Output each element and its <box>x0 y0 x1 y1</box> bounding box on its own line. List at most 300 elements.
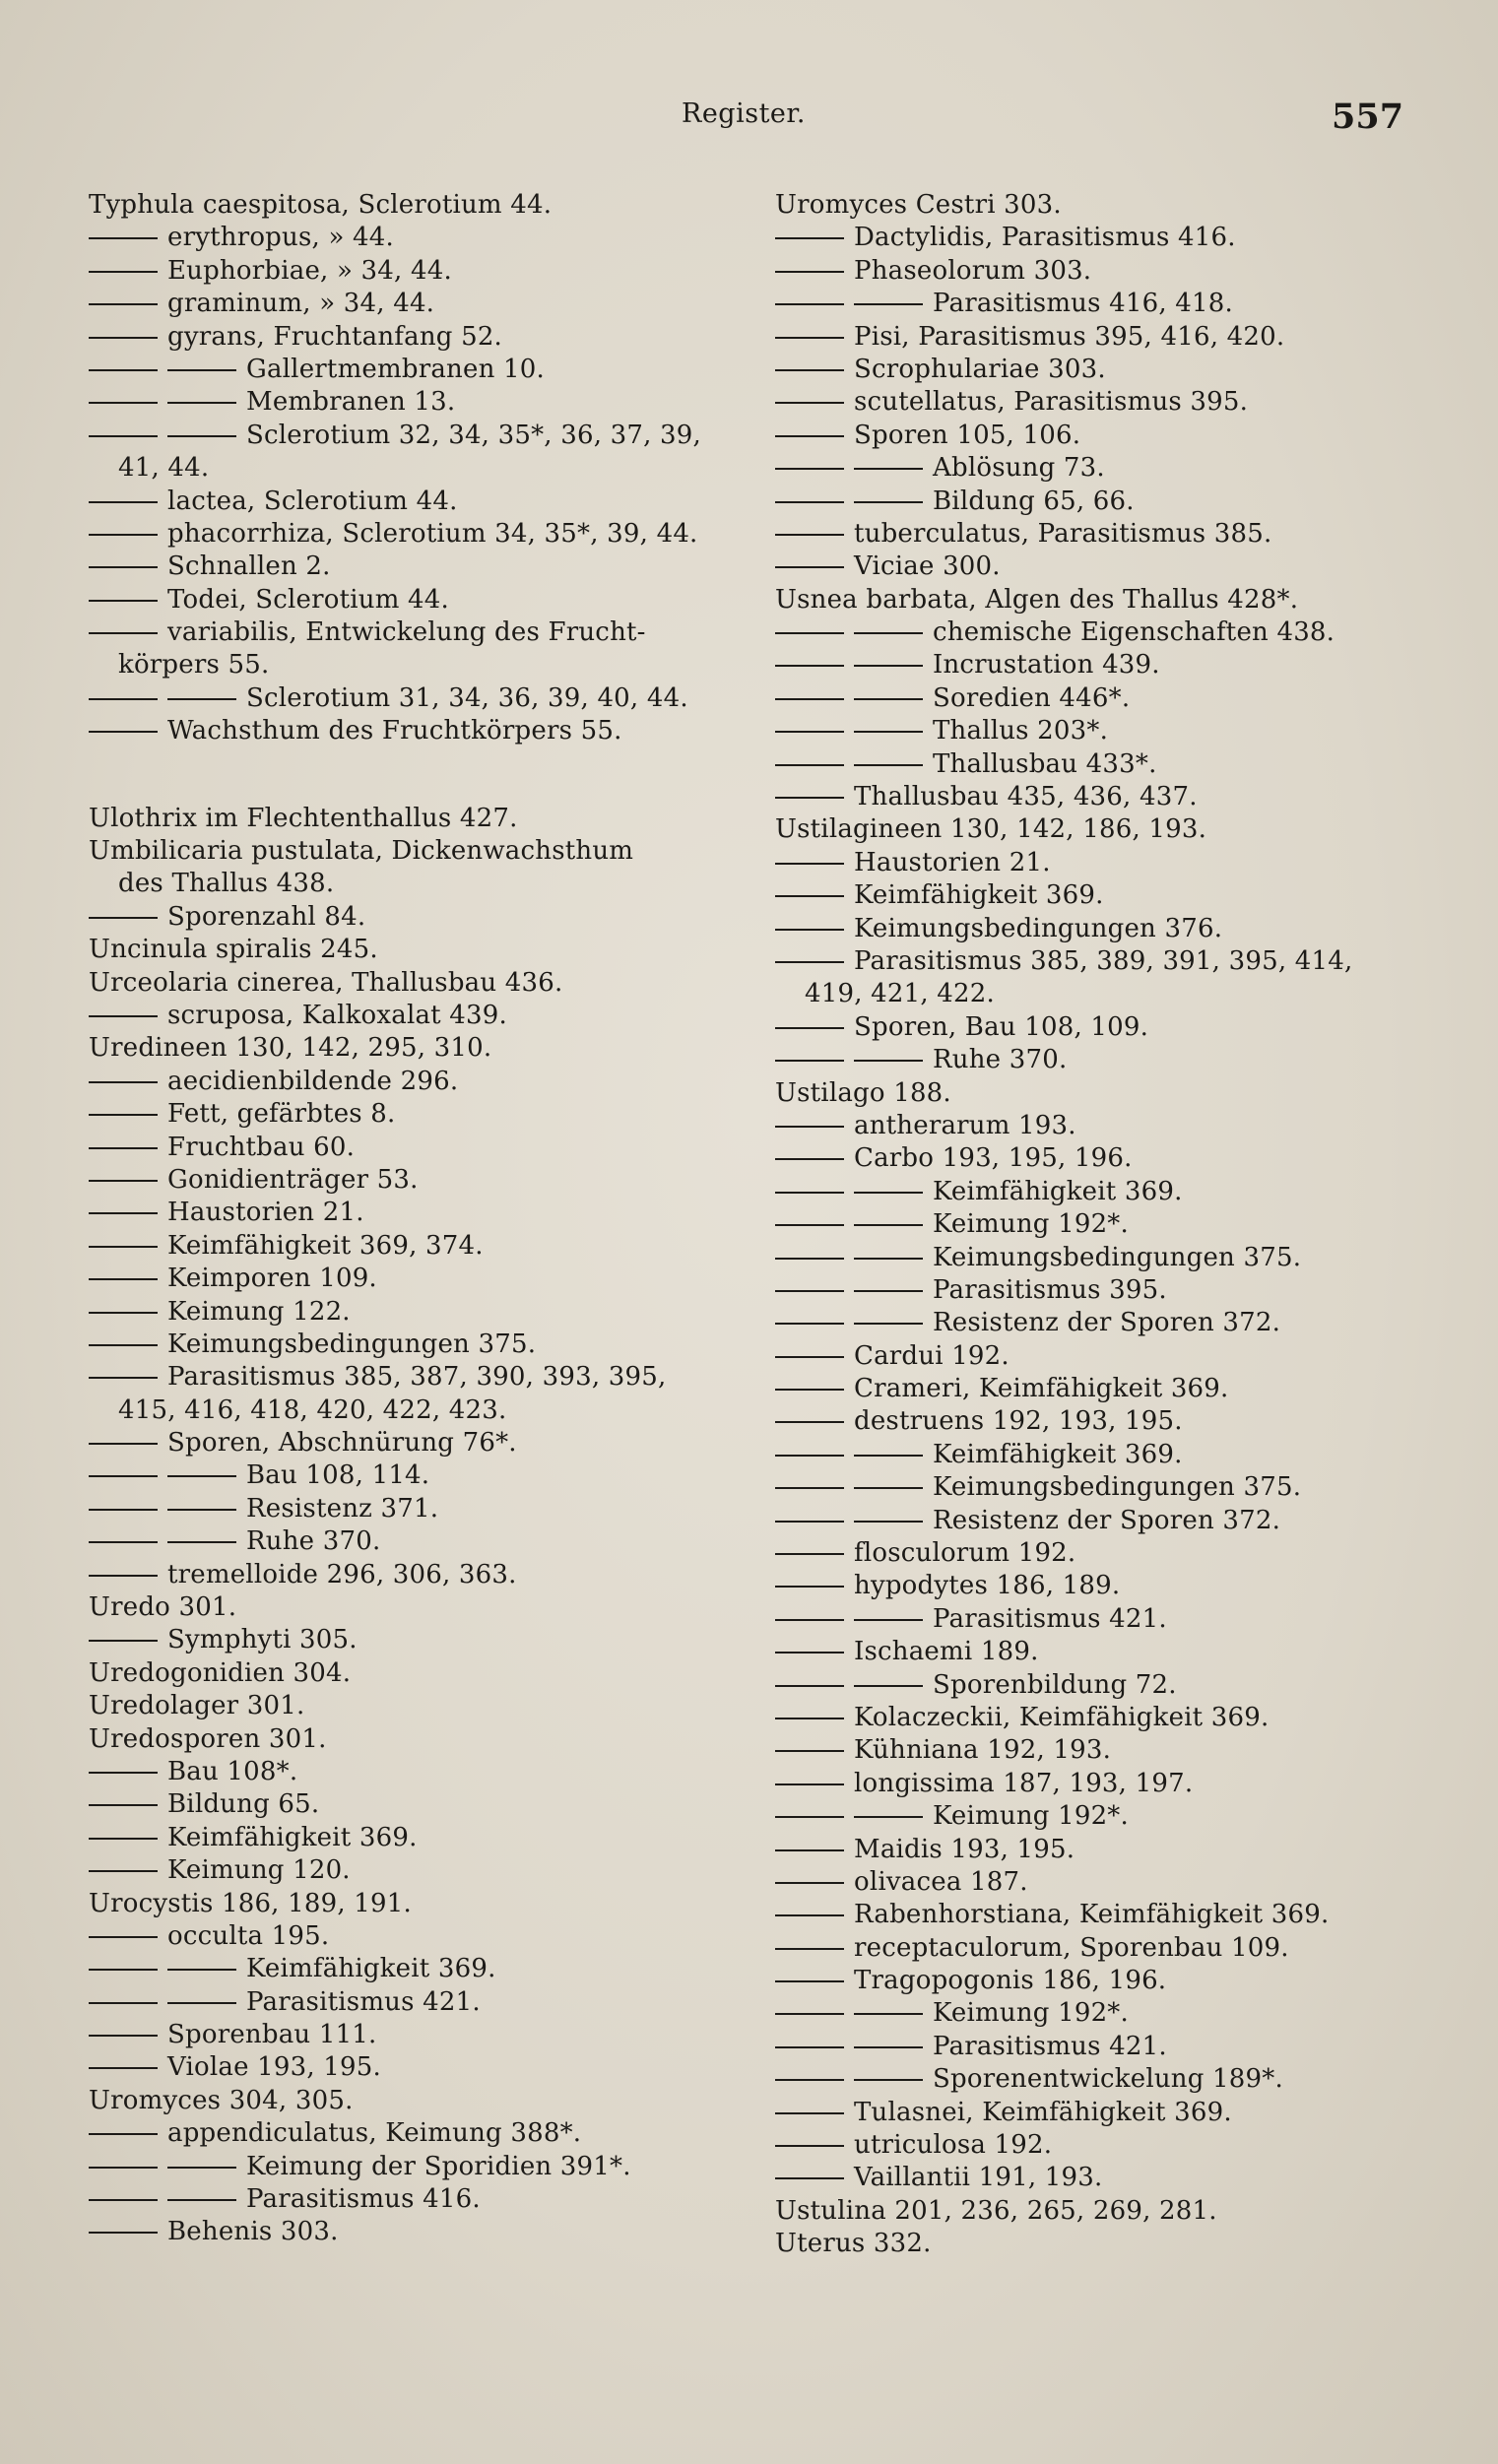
index-entry <box>775 879 1455 912</box>
repeat-dash <box>89 917 158 919</box>
repeat-dash <box>89 1278 158 1280</box>
repeat-dash <box>89 1541 158 1543</box>
repeat-dash <box>775 1816 844 1818</box>
index-entry-text: Uredogonidien 304. <box>89 1657 352 1688</box>
index-entry <box>775 813 1455 846</box>
index-entry-text: Symphyti 305. <box>167 1625 358 1655</box>
index-entry <box>775 1866 1455 1899</box>
index-entry <box>775 1110 1455 1142</box>
repeat-dash <box>775 1455 844 1457</box>
index-entry <box>89 868 758 900</box>
index-entry-text: Ablösung 73. <box>933 453 1105 484</box>
index-entry <box>89 1624 758 1656</box>
index-entry-text: des Thallus 438. <box>118 869 335 899</box>
index-entry-text: Maidis 193, 195. <box>854 1834 1075 1864</box>
repeat-dash <box>775 1356 844 1358</box>
repeat-dash <box>167 1541 236 1543</box>
index-entry-text: Ustulina 201, 236, 265, 269, 281. <box>775 2195 1217 2226</box>
repeat-dash <box>89 1969 158 1971</box>
index-entry-text: tuberculatus, Parasitismus 385. <box>854 518 1272 549</box>
index-entry <box>775 222 1455 254</box>
index-entry <box>89 1329 758 1361</box>
repeat-dash <box>775 1553 844 1555</box>
index-entry <box>89 1394 758 1427</box>
index-entry <box>89 2085 758 2117</box>
index-entry <box>775 2097 1455 2129</box>
repeat-dash <box>775 1290 844 1292</box>
index-entry-text: Parasitismus 421. <box>246 1986 481 2017</box>
repeat-dash <box>775 1849 844 1851</box>
repeat-dash <box>89 1377 158 1379</box>
repeat-dash <box>775 1126 844 1128</box>
repeat-dash <box>854 1685 923 1687</box>
repeat-dash <box>89 1870 158 1872</box>
repeat-dash <box>89 1344 158 1346</box>
repeat-dash <box>854 1060 923 1062</box>
repeat-dash <box>854 1192 923 1194</box>
repeat-dash <box>854 1258 923 1260</box>
index-entry-text: Keimung 192*. <box>933 1998 1129 2029</box>
repeat-dash <box>89 2232 158 2234</box>
index-entry <box>89 1525 758 1558</box>
index-entry <box>89 1493 758 1525</box>
repeat-dash <box>775 337 844 339</box>
index-entry-text: Parasitismus 416. <box>246 2184 481 2215</box>
index-entry-text: körpers 55. <box>118 650 270 681</box>
repeat-dash <box>775 1521 844 1523</box>
index-entry-text: phacorrhiza, Sclerotium 34, 35*, 39, 44. <box>167 518 698 549</box>
repeat-dash <box>775 632 844 634</box>
index-entry <box>775 847 1455 879</box>
repeat-dash <box>89 1081 158 1083</box>
index-entry <box>775 2031 1455 2063</box>
index-entry <box>89 255 758 288</box>
index-entry-text: Todei, Sclerotium 44. <box>167 584 449 615</box>
index-entry <box>775 255 1455 288</box>
index-entry <box>89 189 758 222</box>
repeat-dash <box>775 1192 844 1194</box>
repeat-dash <box>89 1509 158 1511</box>
repeat-dash <box>854 2046 923 2048</box>
index-entry <box>89 551 758 583</box>
index-entry-text: Fruchtbau 60. <box>167 1132 356 1162</box>
repeat-dash <box>775 1685 844 1687</box>
index-entry-text: flosculorum 192. <box>854 1538 1076 1569</box>
index-entry <box>89 1164 758 1197</box>
index-entry-text: Ruhe 370. <box>933 1045 1068 1075</box>
index-entry <box>89 321 758 354</box>
index-entry <box>775 1570 1455 1602</box>
index-entry-text: scruposa, Kalkoxalat 439. <box>167 1000 507 1030</box>
index-entry-text: erythropus, » 44. <box>167 223 394 253</box>
repeat-dash <box>775 1783 844 1785</box>
index-entry-text: chemische Eigenschaften 438. <box>933 617 1335 648</box>
index-entry-text: utriculosa 192. <box>854 2130 1053 2161</box>
repeat-dash <box>167 2002 236 2004</box>
repeat-dash <box>775 1027 844 1029</box>
index-entry <box>775 1768 1455 1800</box>
repeat-dash <box>167 369 236 371</box>
index-entry-text: Keimfähigkeit 369. <box>167 1822 418 1852</box>
index-entry <box>89 1427 758 1459</box>
repeat-dash <box>854 1816 923 1818</box>
repeat-dash <box>167 435 236 437</box>
repeat-dash <box>89 2167 158 2169</box>
index-entry <box>89 452 758 485</box>
index-entry-text: Uredineen 130, 142, 295, 310. <box>89 1033 492 1064</box>
index-entry <box>775 616 1455 649</box>
index-entry <box>775 1373 1455 1405</box>
repeat-dash <box>775 1323 844 1325</box>
repeat-dash <box>775 237 844 239</box>
index-column-right <box>775 189 1455 2261</box>
index-entry-text: Cardui 192. <box>854 1340 1010 1371</box>
repeat-dash <box>775 566 844 568</box>
repeat-dash <box>775 1258 844 1260</box>
repeat-dash <box>854 1224 923 1226</box>
repeat-dash <box>89 402 158 404</box>
index-entry <box>775 649 1455 681</box>
index-entry <box>89 1559 758 1591</box>
repeat-dash <box>775 271 844 273</box>
index-entry <box>775 1636 1455 1668</box>
index-entry <box>89 1098 758 1131</box>
repeat-dash <box>775 764 844 766</box>
repeat-dash <box>89 1575 158 1577</box>
index-entry-text: Ustilago 188. <box>775 1077 951 1108</box>
index-entry-text: Parasitismus 385, 389, 391, 395, 414, <box>854 945 1353 976</box>
repeat-dash <box>167 1475 236 1477</box>
index-entry <box>775 288 1455 320</box>
index-entry <box>89 2051 758 2084</box>
index-entry <box>775 1439 1455 1471</box>
running-head: Register. <box>682 98 806 129</box>
index-entry-text: Viciae 300. <box>854 551 1001 582</box>
index-entry-text: destruens 192, 193, 195. <box>854 1406 1183 1437</box>
index-entry <box>775 321 1455 354</box>
index-entry <box>775 1965 1455 1997</box>
index-entry <box>89 222 758 254</box>
index-entry <box>775 1899 1455 1931</box>
index-entry-text: Bau 108, 114. <box>246 1460 430 1491</box>
repeat-dash <box>775 961 844 963</box>
repeat-dash <box>167 2199 236 2201</box>
repeat-dash <box>89 1212 158 1214</box>
repeat-dash <box>854 1619 923 1621</box>
repeat-dash <box>89 1772 158 1774</box>
repeat-dash <box>89 1114 158 1116</box>
repeat-dash <box>89 1312 158 1314</box>
index-entry-text: Keimfähigkeit 369. <box>854 880 1104 911</box>
repeat-dash <box>167 698 236 700</box>
index-entry <box>89 1788 758 1821</box>
repeat-dash <box>775 1750 844 1752</box>
index-entry <box>775 584 1455 616</box>
repeat-dash <box>89 271 158 273</box>
index-entry <box>89 682 758 715</box>
index-entry-text: receptaculorum, Sporenbau 109. <box>854 1932 1289 1963</box>
repeat-dash <box>775 1586 844 1588</box>
repeat-dash <box>89 1475 158 1477</box>
repeat-dash <box>775 2112 844 2114</box>
index-column-left <box>89 189 758 2249</box>
repeat-dash <box>854 2079 923 2081</box>
index-entry <box>89 1953 758 1985</box>
index-entry <box>775 2162 1455 2194</box>
index-entry-text: Sporen 105, 106. <box>854 420 1081 450</box>
index-entry-text: Typhula caespitosa, Sclerotium 44. <box>89 190 553 220</box>
repeat-dash <box>854 1455 923 1457</box>
repeat-dash <box>854 1323 923 1325</box>
repeat-dash <box>89 1015 158 1017</box>
index-entry <box>775 1011 1455 1044</box>
repeat-dash <box>775 402 844 404</box>
index-entry-text: Usnea barbata, Algen des Thallus 428*. <box>775 584 1299 615</box>
repeat-dash <box>854 1521 923 1523</box>
index-entry-text: Sclerotium 32, 34, 35*, 36, 37, 39, <box>246 420 701 450</box>
index-entry-text: Carbo 193, 195, 196. <box>854 1143 1133 1174</box>
index-entry-text: Bau 108*. <box>167 1756 298 1786</box>
index-entry <box>775 1669 1455 1702</box>
repeat-dash <box>775 2079 844 2081</box>
index-entry-text: Uterus 332. <box>775 2229 932 2259</box>
repeat-dash <box>167 2167 236 2169</box>
repeat-dash <box>775 895 844 897</box>
repeat-dash <box>854 731 923 733</box>
index-entry-text: graminum, » 34, 44. <box>167 289 435 319</box>
index-entry <box>89 1459 758 1492</box>
index-entry-text: Sporenbau 111. <box>167 2020 377 2050</box>
repeat-dash <box>775 2177 844 2179</box>
repeat-dash <box>775 2046 844 2048</box>
index-entry <box>775 682 1455 715</box>
index-entry <box>89 1000 758 1032</box>
repeat-dash <box>854 2013 923 2015</box>
repeat-dash <box>775 929 844 931</box>
index-entry <box>89 1263 758 1295</box>
index-entry <box>89 1986 758 2019</box>
repeat-dash <box>775 1980 844 1982</box>
repeat-dash <box>854 1487 923 1489</box>
index-entry-text: Thallus 203*. <box>933 716 1109 746</box>
index-entry-text: Incrustation 439. <box>933 650 1160 681</box>
repeat-dash <box>775 435 844 437</box>
index-entry <box>89 1723 758 1756</box>
repeat-dash <box>775 1882 844 1884</box>
index-entry <box>775 354 1455 386</box>
index-entry-text: Phaseolorum 303. <box>854 255 1092 286</box>
index-entry <box>775 452 1455 485</box>
repeat-dash <box>775 1421 844 1423</box>
index-entry <box>89 835 758 868</box>
index-entry <box>775 1932 1455 1965</box>
repeat-dash <box>775 1619 844 1621</box>
index-entry-text: Schnallen 2. <box>167 551 331 582</box>
index-entry <box>89 288 758 320</box>
index-entry <box>775 1208 1455 1241</box>
index-entry <box>89 584 758 616</box>
index-entry-text: Sporenzahl 84. <box>167 901 366 932</box>
repeat-dash <box>89 1147 158 1149</box>
index-entry-text: Soredien 446*. <box>933 682 1131 713</box>
index-entry-text: Parasitismus 421. <box>933 2031 1167 2061</box>
index-entry <box>775 386 1455 419</box>
index-entry-text: Ustilagineen 130, 142, 186, 193. <box>775 814 1207 845</box>
index-entry <box>775 1834 1455 1866</box>
index-entry-text: Sporen, Bau 108, 109. <box>854 1011 1149 1042</box>
index-entry <box>89 354 758 386</box>
repeat-dash <box>854 468 923 470</box>
repeat-dash <box>89 1804 158 1806</box>
index-entry <box>89 386 758 419</box>
index-entry <box>775 978 1455 1010</box>
index-entry-text: Keimungsbedingungen 376. <box>854 913 1223 943</box>
index-entry-text: scutellatus, Parasitismus 395. <box>854 387 1249 418</box>
repeat-dash <box>89 1936 158 1938</box>
section-gap <box>89 748 758 803</box>
index-entry-text: Ischaemi 189. <box>854 1637 1039 1667</box>
index-entry-text: antherarum 193. <box>854 1110 1076 1140</box>
index-entry <box>775 189 1455 222</box>
repeat-dash <box>775 468 844 470</box>
repeat-dash <box>89 1838 158 1840</box>
index-entry <box>89 2151 758 2183</box>
index-entry-text: Bildung 65, 66. <box>933 486 1135 516</box>
index-entry-text: Uromyces 304, 305. <box>89 2085 354 2115</box>
index-entry-text: Haustorien 21. <box>167 1198 364 1228</box>
repeat-dash <box>775 2013 844 2015</box>
repeat-dash <box>775 501 844 503</box>
repeat-dash <box>775 1224 844 1226</box>
index-entry-text: Thallusbau 435, 436, 437. <box>854 782 1198 812</box>
index-entry-text: Sporenbildung 72. <box>933 1669 1177 1700</box>
repeat-dash <box>775 863 844 865</box>
index-entry <box>775 2063 1455 2096</box>
index-entry-text: Violae 193, 195. <box>167 2052 382 2083</box>
index-entry-text: Umbilicaria pustulata, Dickenwachsthum <box>89 836 634 867</box>
index-entry-text: Uredo 301. <box>89 1592 237 1623</box>
index-entry <box>89 1132 758 1164</box>
repeat-dash <box>89 501 158 503</box>
index-entry-text: Keimfähigkeit 369. <box>933 1439 1183 1469</box>
index-entry-text: Keimfähigkeit 369. <box>933 1176 1183 1206</box>
index-entry-text: tremelloide 296, 306, 363. <box>167 1559 517 1589</box>
index-entry-text: Euphorbiae, » 34, 44. <box>167 255 452 286</box>
index-entry-text: 415, 416, 418, 420, 422, 423. <box>118 1394 507 1425</box>
repeat-dash <box>89 237 158 239</box>
index-entry <box>89 1032 758 1065</box>
index-entry <box>89 1888 758 1920</box>
index-entry <box>89 2216 758 2248</box>
repeat-dash <box>89 600 158 602</box>
repeat-dash <box>89 632 158 634</box>
index-entry <box>775 1274 1455 1307</box>
repeat-dash <box>854 501 923 503</box>
repeat-dash <box>775 1652 844 1653</box>
index-entry <box>775 1340 1455 1373</box>
index-entry <box>775 1603 1455 1636</box>
index-entry-text: Behenis 303. <box>167 2217 339 2247</box>
index-entry-text: Dactylidis, Parasitismus 416. <box>854 223 1236 253</box>
repeat-dash <box>775 303 844 305</box>
repeat-dash <box>775 797 844 799</box>
repeat-dash <box>775 534 844 536</box>
repeat-dash <box>775 731 844 733</box>
index-entry <box>89 1854 758 1887</box>
repeat-dash <box>89 369 158 371</box>
index-entry <box>775 1800 1455 1833</box>
index-entry-text: Keimfähigkeit 369, 374. <box>167 1230 484 1261</box>
index-entry <box>775 913 1455 945</box>
index-entry <box>775 1471 1455 1504</box>
index-entry-text: hypodytes 186, 189. <box>854 1571 1121 1601</box>
index-entry-text: appendiculatus, Keimung 388*. <box>167 2118 582 2149</box>
index-entry-text: Keimfähigkeit 369. <box>246 1954 496 1984</box>
index-entry-text: Urocystis 186, 189, 191. <box>89 1888 412 1918</box>
index-entry <box>775 1077 1455 1110</box>
index-entry-text: Crameri, Keimfähigkeit 369. <box>854 1374 1229 1404</box>
index-entry-text: Membranen 13. <box>246 387 456 418</box>
index-entry <box>89 1690 758 1722</box>
index-entry <box>775 1702 1455 1734</box>
index-entry <box>775 1176 1455 1208</box>
repeat-dash <box>167 402 236 404</box>
repeat-dash <box>775 1060 844 1062</box>
index-entry <box>89 1197 758 1229</box>
repeat-dash <box>854 303 923 305</box>
repeat-dash <box>89 566 158 568</box>
index-entry <box>775 2129 1455 2162</box>
index-entry-text: 41, 44. <box>118 453 210 484</box>
index-entry <box>89 1230 758 1263</box>
index-entry <box>775 1242 1455 1274</box>
index-entry <box>775 518 1455 551</box>
index-entry <box>775 420 1455 452</box>
page-number: 557 <box>1332 97 1404 137</box>
index-entry <box>775 1734 1455 1767</box>
repeat-dash <box>89 435 158 437</box>
index-entry-text: gyrans, Fruchtanfang 52. <box>167 321 503 352</box>
index-entry <box>775 2195 1455 2228</box>
index-entry-text: Vaillantii 191, 193. <box>854 2163 1103 2193</box>
index-entry <box>775 2228 1455 2260</box>
repeat-dash <box>775 698 844 700</box>
repeat-dash <box>775 1948 844 1950</box>
index-entry-text: Keimungsbedingungen 375. <box>933 1472 1302 1503</box>
repeat-dash <box>854 698 923 700</box>
index-entry-text: Keimung 120. <box>167 1855 351 1886</box>
index-entry-text: Keimungsbedingungen 375. <box>167 1329 537 1359</box>
repeat-dash <box>89 731 158 733</box>
index-entry <box>89 934 758 966</box>
index-entry-text: Keimungsbedingungen 375. <box>933 1242 1302 1272</box>
repeat-dash <box>775 1389 844 1391</box>
index-entry <box>89 1361 758 1394</box>
index-entry <box>775 715 1455 747</box>
index-entry <box>89 1657 758 1690</box>
index-entry <box>775 1142 1455 1175</box>
repeat-dash <box>89 337 158 339</box>
repeat-dash <box>89 2133 158 2135</box>
repeat-dash <box>89 1180 158 1182</box>
index-entry-text: Tulasnei, Keimfähigkeit 369. <box>854 2097 1232 2127</box>
repeat-dash <box>89 2199 158 2201</box>
index-entry-text: Resistenz der Sporen 372. <box>933 1505 1281 1535</box>
index-entry <box>775 1997 1455 2030</box>
index-entry-text: Gonidienträger 53. <box>167 1164 419 1195</box>
index-entry <box>89 901 758 934</box>
index-entry <box>89 803 758 835</box>
